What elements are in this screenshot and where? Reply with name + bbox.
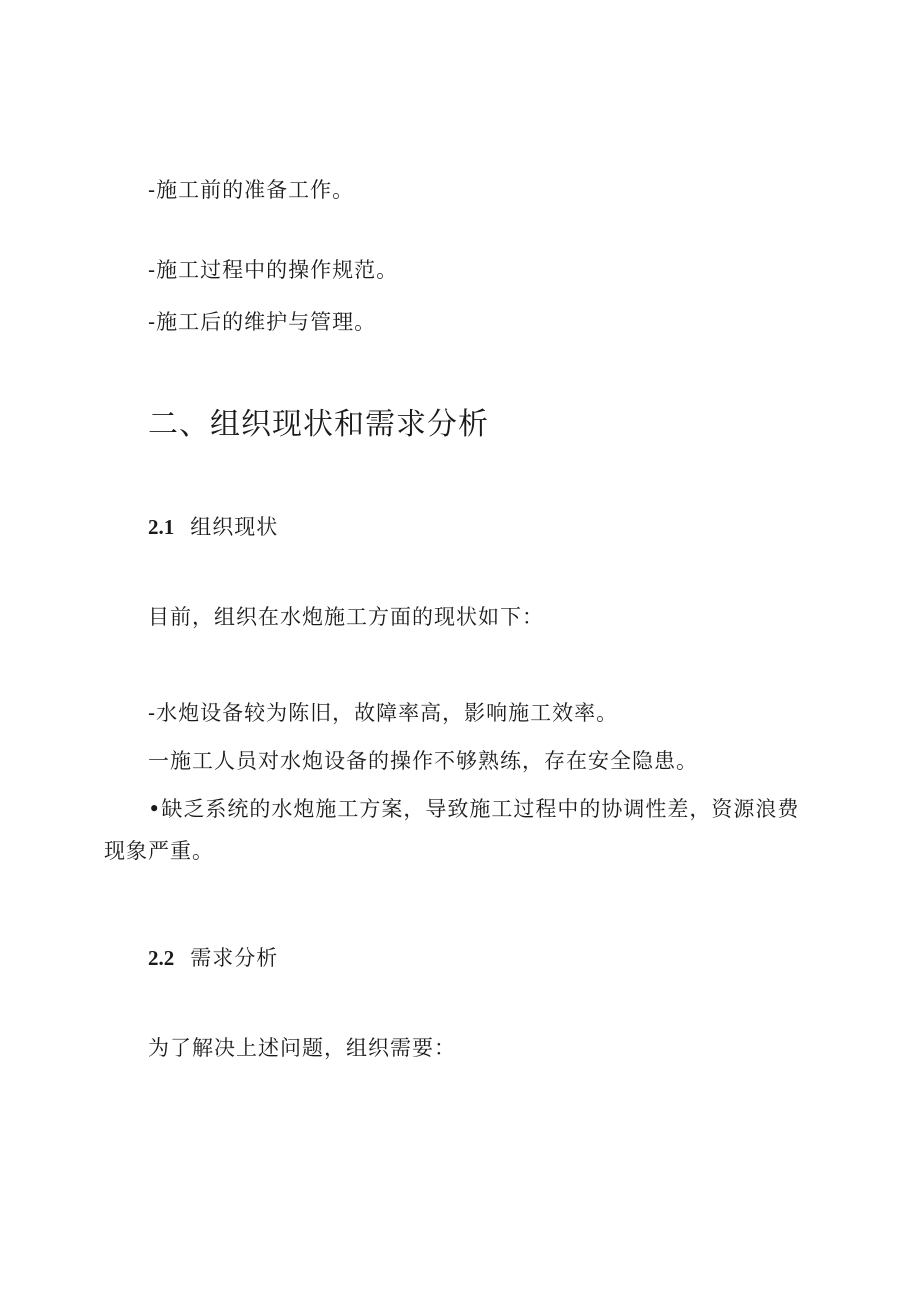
subsection-title: 需求分析 [190, 946, 279, 970]
subsection-title: 组织现状 [190, 515, 279, 539]
list-item-personnel: 一施工人员对水炮设备的操作不够熟练，存在安全隐患。 [148, 749, 698, 773]
subsection-number: 2.2 [148, 946, 175, 970]
subsection-heading-status [148, 512, 278, 542]
list-item-preparation: -施工前的准备工作。 [148, 178, 355, 202]
subsection-heading-needs [148, 943, 278, 973]
list-item-plan: •缺乏系统的水炮施工方案，导致施工过程中的协调性差，资源浪费现象严重。 [104, 797, 800, 863]
section-heading: 二、组织现状和需求分析 [148, 407, 489, 442]
list-item-maintenance: -施工后的维护与管理。 [148, 310, 377, 334]
list-item-operation: -施工过程中的操作规范。 [148, 258, 399, 282]
list-item-equipment: -水炮设备较为陈旧，故障率高，影响施工效率。 [148, 701, 619, 725]
needs-intro: 为了解决上述问题，组织需要： [148, 1036, 456, 1060]
subsection-number: 2.1 [148, 515, 175, 539]
status-intro: 目前，组织在水炮施工方面的现状如下： [148, 605, 544, 629]
